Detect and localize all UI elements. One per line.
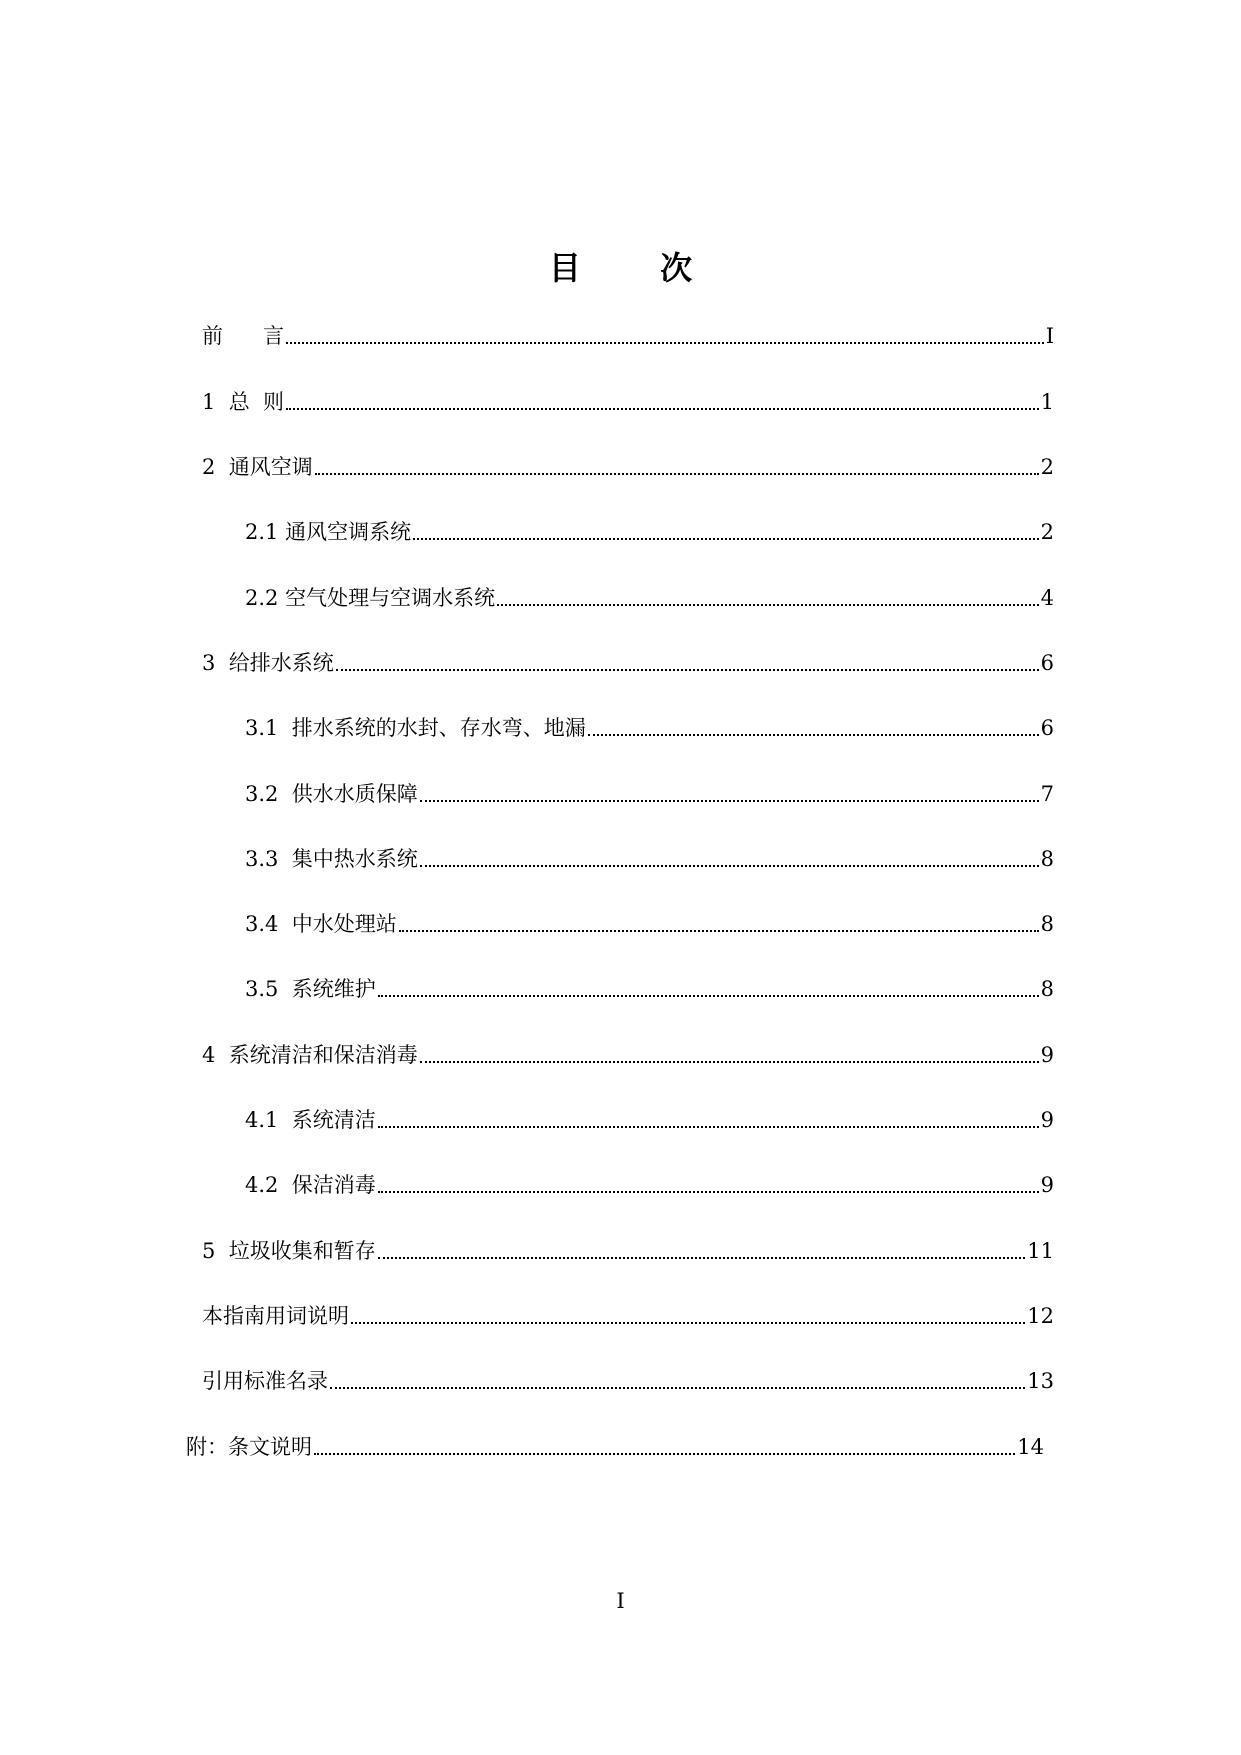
- dot-leader: [420, 865, 1039, 867]
- toc-entry-page: 9: [1040, 1173, 1054, 1197]
- dot-leader: [588, 734, 1039, 736]
- toc-entry-3[interactable]: [202, 644, 1054, 678]
- dot-leader: [420, 1061, 1039, 1063]
- dot-leader: [315, 473, 1039, 475]
- toc-entry-label: 4.1 系统清洁: [245, 1108, 376, 1132]
- dot-leader: [314, 1453, 1015, 1455]
- toc-entry-page: 9: [1040, 1108, 1054, 1132]
- toc-entry-label: 4 系统清洁和保洁消毒: [202, 1043, 418, 1067]
- toc-entry-2-1[interactable]: [245, 513, 1054, 547]
- toc-entry-label: 2 通风空调: [202, 455, 313, 479]
- dot-leader: [330, 1387, 1025, 1389]
- page-title: 目 次: [548, 249, 727, 287]
- toc-entry-label: 5 垃圾收集和暂存: [202, 1239, 376, 1263]
- toc-entry-label: 1 总 则: [202, 390, 285, 414]
- dot-leader: [378, 995, 1039, 997]
- toc-entry-label: 引用标准名录: [202, 1369, 328, 1393]
- toc-entry-4-2[interactable]: [245, 1166, 1054, 1200]
- toc-entry-page: 6: [1040, 651, 1054, 675]
- toc-entry-label: 3.4 中水处理站: [245, 912, 397, 936]
- toc-entry-page: 11: [1027, 1239, 1054, 1263]
- toc-entry-label: 附：条文说明: [186, 1435, 312, 1459]
- toc-entry-page: 13: [1027, 1369, 1054, 1393]
- dot-leader: [413, 538, 1039, 540]
- toc-entry-5[interactable]: [202, 1232, 1054, 1266]
- toc-entry-3-5[interactable]: [245, 970, 1054, 1004]
- toc-entry-page: 7: [1040, 782, 1054, 806]
- toc-entry-label: 3 给排水系统: [202, 651, 334, 675]
- toc-entry-label: 2.2 空气处理与空调水系统: [245, 586, 496, 610]
- toc-entry-label: 前 言: [202, 324, 285, 348]
- toc-entry-page: I: [1045, 324, 1054, 348]
- toc-entry-3-2[interactable]: [245, 775, 1054, 809]
- toc-entry-page: 2: [1040, 520, 1054, 544]
- toc-entry-1[interactable]: [202, 383, 1054, 417]
- toc-entry-3-4[interactable]: [245, 905, 1054, 939]
- dot-leader: [399, 930, 1039, 932]
- toc-entry-page: 12: [1027, 1304, 1054, 1328]
- dot-leader: [286, 342, 1044, 344]
- toc-entry-page: 14: [1017, 1435, 1044, 1459]
- dot-leader: [497, 604, 1039, 606]
- dot-leader: [420, 800, 1039, 802]
- toc-entry-4-1[interactable]: [245, 1101, 1054, 1135]
- page-number: I: [616, 1589, 625, 1613]
- toc-entry-page: 8: [1040, 847, 1054, 871]
- toc-entry-label: 3.5 系统维护: [245, 977, 376, 1001]
- toc-entry-4[interactable]: [202, 1036, 1054, 1070]
- toc-entry-page: 2: [1040, 455, 1054, 479]
- toc-entry-label: 3.1 排水系统的水封、存水弯、地漏: [245, 716, 586, 740]
- toc-entry-label: 4.2 保洁消毒: [245, 1173, 376, 1197]
- toc-entry-terms[interactable]: [202, 1297, 1054, 1331]
- toc-entry-label: 3.2 供水水质保障: [245, 782, 418, 806]
- toc-entry-page: 1: [1040, 390, 1054, 414]
- toc-entry-page: 8: [1040, 912, 1054, 936]
- toc-entry-page: 8: [1040, 977, 1054, 1001]
- toc-entry-label: 3.3 集中热水系统: [245, 847, 418, 871]
- toc-entry-2[interactable]: [202, 448, 1054, 482]
- toc-entry-preface[interactable]: [202, 317, 1054, 351]
- dot-leader: [336, 669, 1039, 671]
- dot-leader: [378, 1126, 1039, 1128]
- toc-entry-page: 9: [1040, 1043, 1054, 1067]
- dot-leader: [378, 1257, 1026, 1259]
- toc-entry-label: 本指南用词说明: [202, 1304, 349, 1328]
- toc-entry-page: 6: [1040, 716, 1054, 740]
- dot-leader: [351, 1322, 1025, 1324]
- toc-entry-references[interactable]: [202, 1362, 1054, 1396]
- toc-entry-appendix[interactable]: [186, 1428, 1044, 1462]
- toc-entry-label: 2.1 通风空调系统: [245, 520, 412, 544]
- toc-entry-2-2[interactable]: [245, 579, 1054, 613]
- dot-leader: [286, 408, 1039, 410]
- toc-entry-3-3[interactable]: [245, 840, 1054, 874]
- toc-entry-3-1[interactable]: [245, 709, 1054, 743]
- dot-leader: [378, 1191, 1039, 1193]
- toc-entry-page: 4: [1040, 586, 1054, 610]
